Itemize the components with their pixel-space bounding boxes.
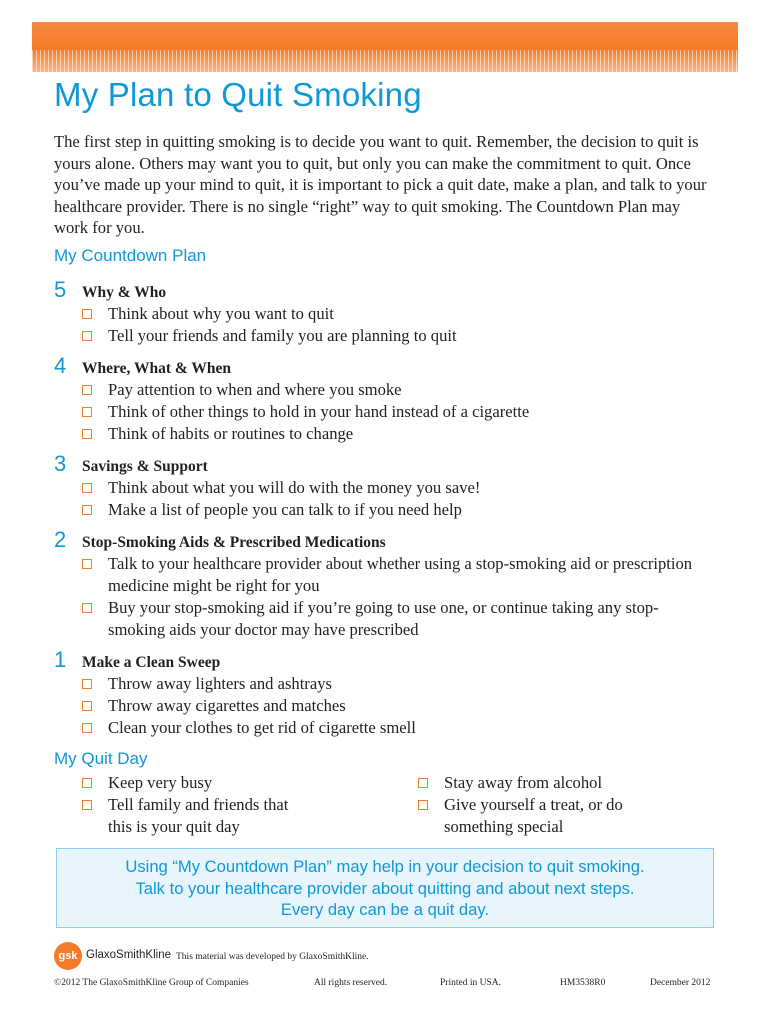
checkbox-icon[interactable] xyxy=(82,723,92,733)
item-text: Think of other things to hold in your hand instead of a cigarette xyxy=(108,402,530,421)
step-title: Savings & Support xyxy=(82,458,208,475)
checklist-item xyxy=(54,423,734,445)
item-text: Pay attention to when and where you smoke xyxy=(108,380,402,399)
item-text: Think about what you will do with the money you save! xyxy=(108,478,481,497)
step-header xyxy=(54,277,734,303)
step-3 xyxy=(54,451,734,521)
step-number: 5 xyxy=(54,277,67,302)
footer-code: HM3538R0 xyxy=(560,978,606,988)
checkbox-icon[interactable] xyxy=(418,778,428,788)
checklist-item xyxy=(390,794,642,838)
checkbox-icon[interactable] xyxy=(82,603,92,613)
step-number: 3 xyxy=(54,451,67,476)
step-title: Stop-Smoking Aids & Prescribed Medications xyxy=(82,534,386,551)
item-text: Tell your friends and family you are planning to quit xyxy=(108,326,457,345)
step-title: Why & Who xyxy=(82,284,167,301)
step-number: 4 xyxy=(54,353,67,378)
checklist-item xyxy=(54,325,734,347)
item-text: Tell family and friends that this is your quit day xyxy=(108,795,289,836)
countdown-heading: My Countdown Plan xyxy=(54,246,207,265)
brand-name: GlaxoSmithKline xyxy=(86,949,172,961)
checkbox-icon[interactable] xyxy=(82,483,92,493)
checklist-item xyxy=(54,553,694,597)
checklist-item xyxy=(54,794,306,838)
checkbox-icon[interactable] xyxy=(82,559,92,569)
header-banner xyxy=(32,22,738,72)
checklist-item xyxy=(54,772,374,794)
item-text: Throw away cigarettes and matches xyxy=(108,696,346,715)
quit-day-right-column xyxy=(390,772,710,838)
item-text: Think about why you want to quit xyxy=(108,304,334,323)
page-title: My Plan to Quit Smoking xyxy=(54,76,422,113)
checklist-item xyxy=(54,717,734,739)
footer-printed: Printed in USA. xyxy=(440,978,501,988)
checkbox-icon[interactable] xyxy=(82,679,92,689)
item-text: Throw away lighters and ashtrays xyxy=(108,674,332,693)
checklist-item xyxy=(54,401,734,423)
step-1 xyxy=(54,647,734,739)
step-title: Make a Clean Sweep xyxy=(82,654,221,671)
quit-day-heading: My Quit Day xyxy=(54,749,148,768)
item-text: Think of habits or routines to change xyxy=(108,424,354,443)
step-header xyxy=(54,353,734,379)
checkbox-icon[interactable] xyxy=(82,407,92,417)
checklist-item xyxy=(54,379,734,401)
checklist-item xyxy=(54,499,734,521)
checkbox-icon[interactable] xyxy=(82,309,92,319)
step-title: Where, What & When xyxy=(82,360,231,377)
callout-line: Using “My Countdown Plan” may help in your decision to quit smoking. xyxy=(125,857,645,876)
step-header xyxy=(54,527,734,553)
checkbox-icon[interactable] xyxy=(82,800,92,810)
step-items xyxy=(54,673,734,739)
checklist-item xyxy=(54,597,694,641)
footer-rights: All rights reserved. xyxy=(314,978,388,988)
checkbox-icon[interactable] xyxy=(82,778,92,788)
step-items xyxy=(54,379,734,445)
item-text: Keep very busy xyxy=(108,773,213,792)
gsk-logo-icon: gsk xyxy=(54,942,82,970)
footer-date: December 2012 xyxy=(650,978,711,988)
footer-copyright: ©2012 The GlaxoSmithKline Group of Companies xyxy=(54,978,249,988)
checkbox-icon[interactable] xyxy=(82,331,92,341)
checklist-item xyxy=(54,695,734,717)
footer xyxy=(54,978,719,992)
item-text: Buy your stop-smoking aid if you’re going to use one, or continue taking any stop-smoking aids your doctor may have prescribed xyxy=(108,598,659,639)
step-2 xyxy=(54,527,734,641)
callout-box xyxy=(56,848,714,928)
checklist-item xyxy=(54,303,734,325)
step-5 xyxy=(54,277,734,347)
checkbox-icon[interactable] xyxy=(82,429,92,439)
intro-paragraph: The first step in quitting smoking is to decide you want to quit. Remember, the decision to quit is yours alone. Others may want you to quit, but only you can make the commitment to quit. Once you’ve made up your mind to quit, it is important to pick a quit date, make a plan, and talk to your healthcare provider. There is no single “right” way to quit smoking. The Countdown Plan may work for you. xyxy=(54,132,707,237)
callout-line: Every day can be a quit day. xyxy=(280,900,490,919)
checkbox-icon[interactable] xyxy=(82,505,92,515)
step-header xyxy=(54,451,734,477)
step-items xyxy=(54,303,734,347)
checklist-item xyxy=(54,673,734,695)
step-items xyxy=(54,553,694,641)
checkbox-icon[interactable] xyxy=(82,385,92,395)
item-text: Talk to your healthcare provider about whether using a stop-smoking aid or prescription medicine might be right for you xyxy=(108,554,693,595)
step-number: 1 xyxy=(54,647,67,672)
quit-day-left-column xyxy=(54,772,374,838)
callout-line: Talk to your healthcare provider about quitting and about next steps. xyxy=(135,878,635,898)
item-text: Clean your clothes to get rid of cigarette smell xyxy=(108,718,416,737)
step-items xyxy=(54,477,734,521)
checkbox-icon[interactable] xyxy=(418,800,428,810)
step-number: 2 xyxy=(54,527,67,552)
item-text: Make a list of people you can talk to if you need help xyxy=(108,500,462,519)
step-4 xyxy=(54,353,734,445)
developed-note: This material was developed by GlaxoSmithKline. xyxy=(176,952,369,962)
item-text: Give yourself a treat, or do something special xyxy=(444,795,623,836)
checklist-item xyxy=(54,477,734,499)
checkbox-icon[interactable] xyxy=(82,701,92,711)
header-stripes xyxy=(32,50,738,72)
checklist-item xyxy=(390,772,710,794)
item-text: Stay away from alcohol xyxy=(444,773,603,792)
step-header xyxy=(54,647,734,673)
